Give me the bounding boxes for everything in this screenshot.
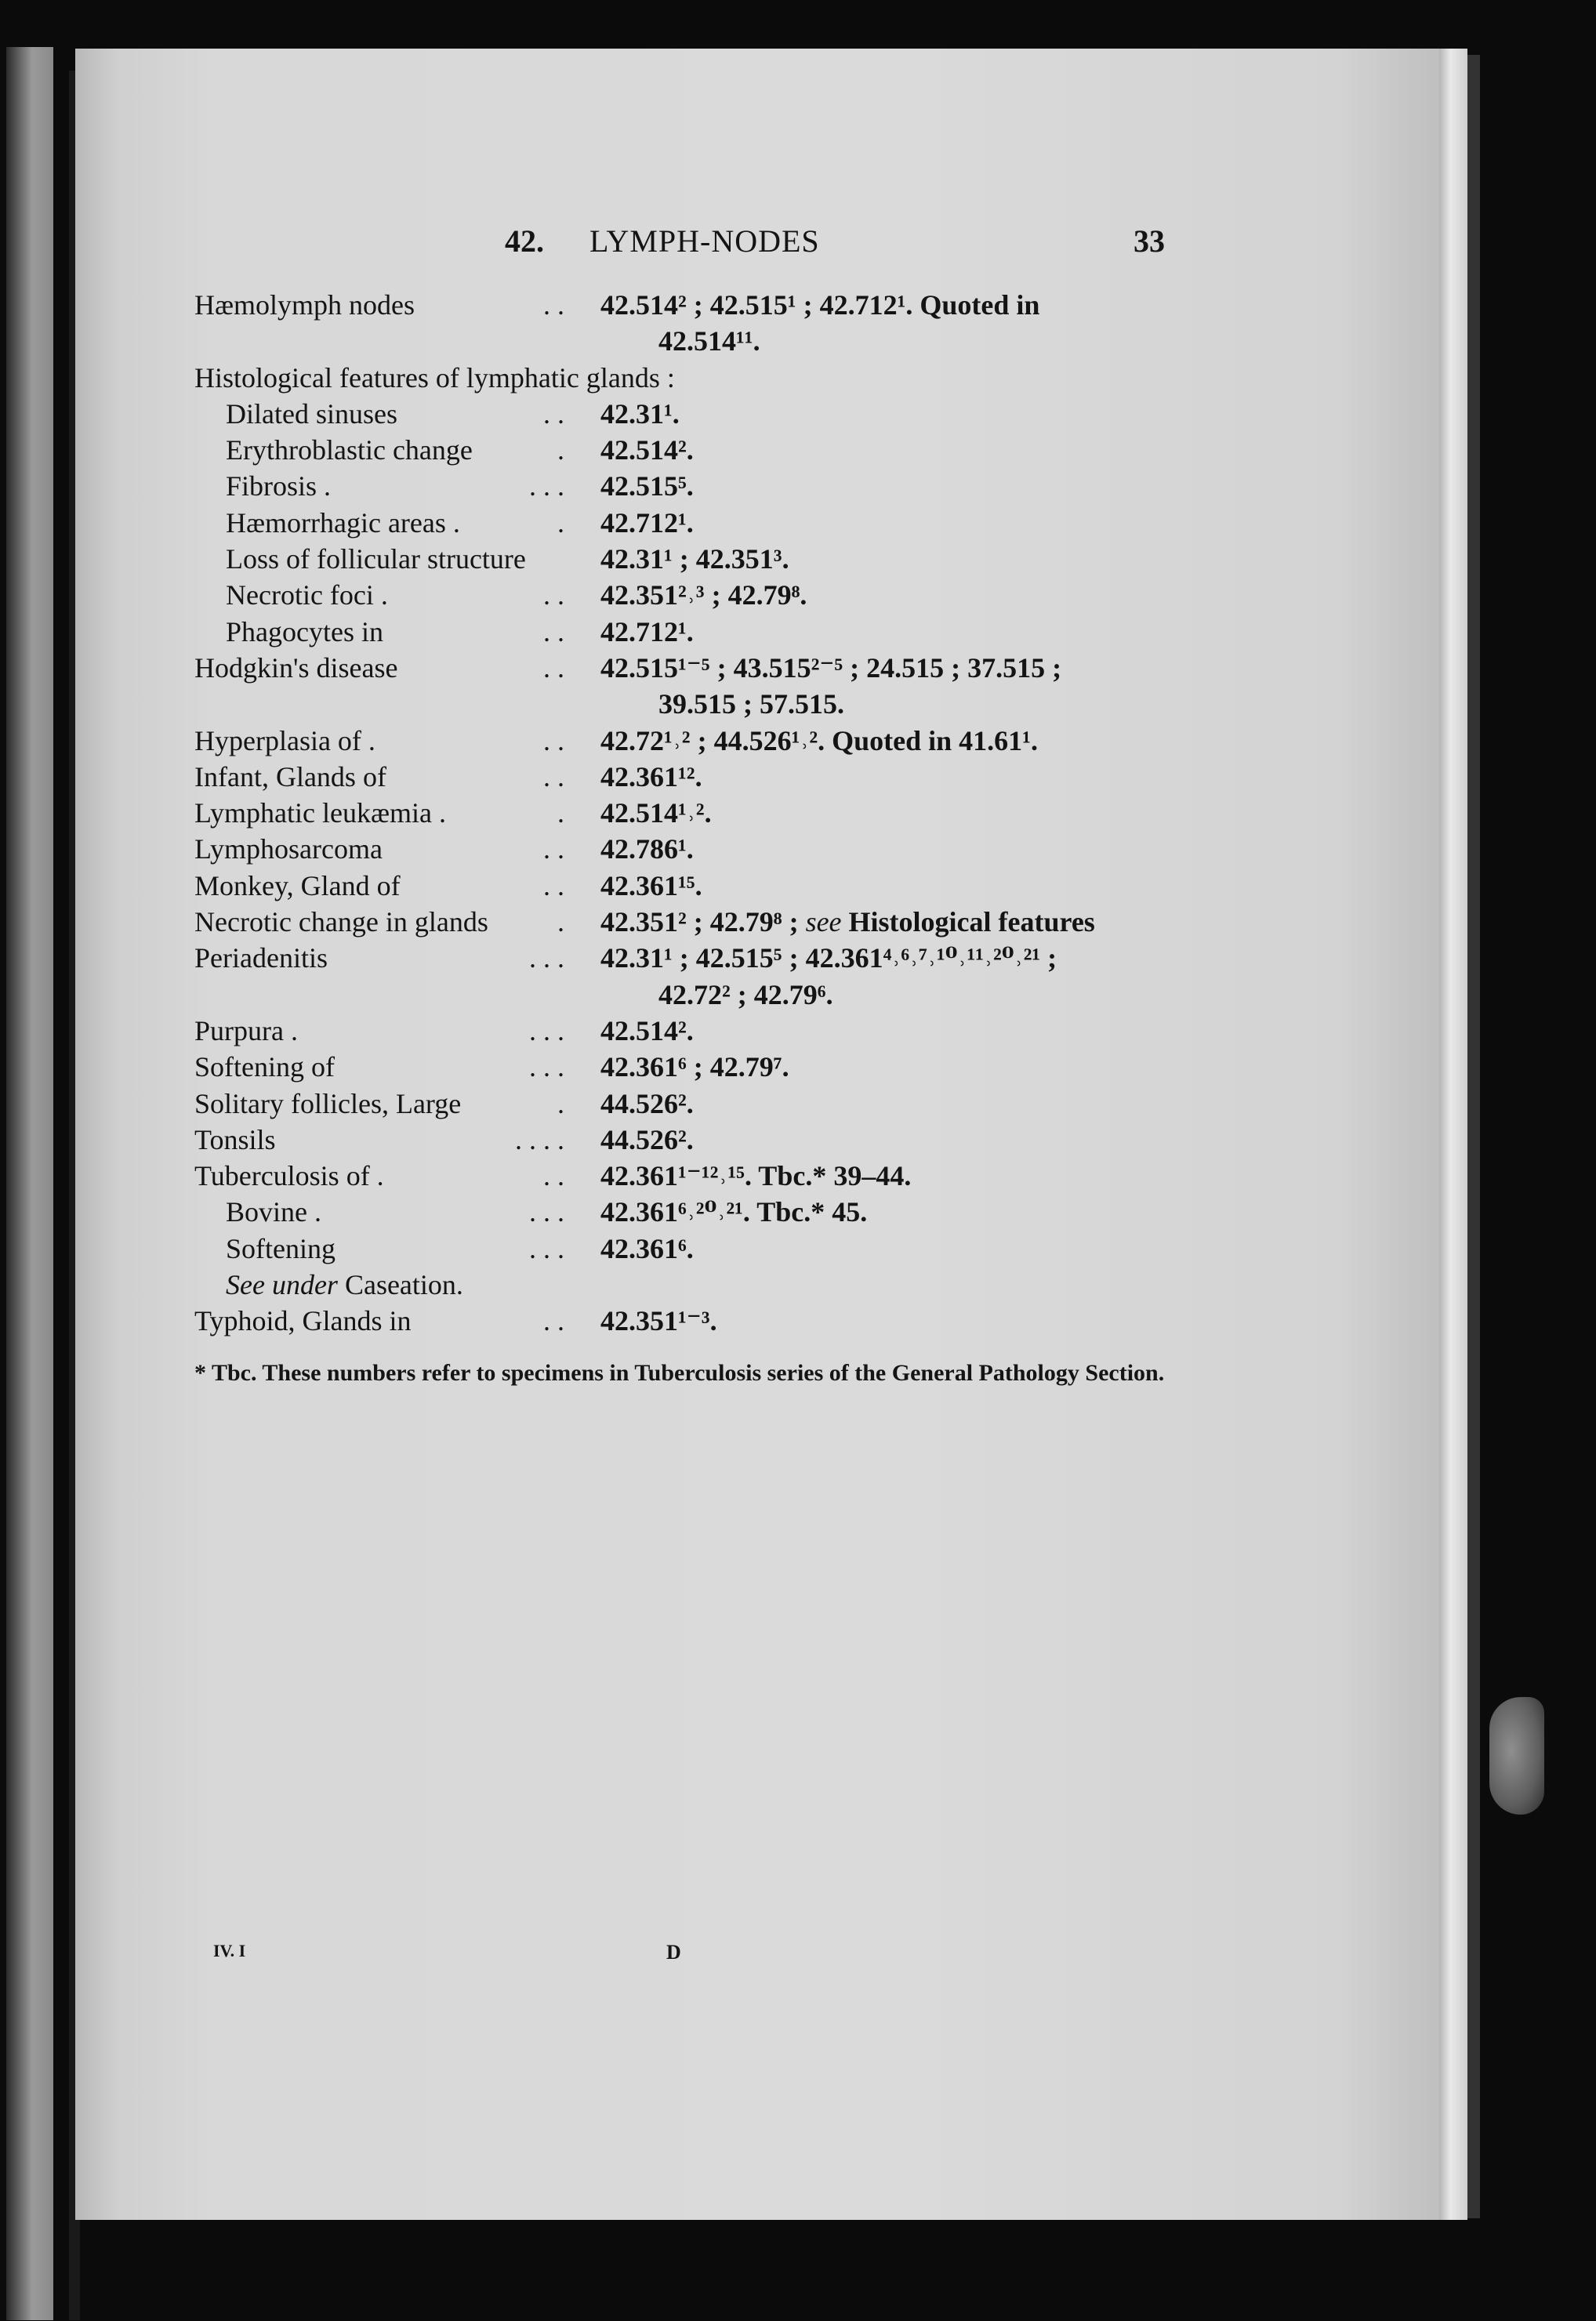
entry-refs [600, 1013, 1166, 1049]
entry-refs-text: 42.361¹⁻¹²˒¹⁵. Tbc.* 39–44. [600, 1160, 912, 1192]
entry-term-text: Erythroblastic change [226, 434, 473, 466]
entry-term-text: Softening [226, 1232, 336, 1264]
entry-term [194, 577, 600, 613]
entry-continuation [194, 977, 1166, 1013]
entry-refs [600, 904, 1166, 940]
leader-dots: . [557, 1087, 564, 1119]
entry-refs-text: 42.361⁶˒²⁰˒²¹. Tbc.* 45. [600, 1196, 868, 1228]
entry-refs-text: 42.72¹˒² ; 44.526¹˒². Quoted in 41.61¹. [600, 724, 1038, 756]
entry-refs-text: 44.526². [600, 1087, 694, 1119]
thumb-shadow [1489, 1697, 1544, 1815]
entry-term-text: Monkey, Gland of [194, 869, 401, 901]
index-entry [194, 1122, 1166, 1158]
index-entries [194, 287, 1166, 1340]
entry-refs [600, 287, 1166, 323]
entry-term [194, 1231, 600, 1267]
entry-term-text: Tonsils [194, 1123, 276, 1155]
leader-dots: . . [543, 869, 564, 901]
entry-refs [600, 541, 1166, 577]
entry-term-text: Hæmorrhagic areas . [226, 506, 460, 539]
adjacent-page-edge [6, 47, 53, 2320]
book-cover-edge [1467, 55, 1480, 2218]
index-entry [194, 1231, 1166, 1267]
entry-refs-text: 42.712¹. [600, 506, 694, 539]
entry-term-text: Lymphatic leukæmia . [194, 797, 446, 829]
entry-refs [600, 723, 1166, 759]
leader-dots: . . . . [515, 1123, 564, 1155]
index-entry [194, 795, 1166, 831]
entry-refs [600, 1158, 1166, 1194]
entry-term-text: Solitary follicles, Large [194, 1087, 462, 1119]
entry-term [194, 1303, 600, 1339]
leader-dots: . . [543, 1305, 564, 1337]
page-right-edge [1439, 49, 1467, 2220]
index-entry [194, 468, 1166, 504]
entry-refs-text: 44.526². [600, 1123, 694, 1155]
index-entry [194, 650, 1166, 686]
section-number: 42. [505, 223, 544, 259]
entry-refs [600, 1086, 1166, 1122]
entry-refs-text: 42.361¹⁵. [600, 869, 702, 901]
leader-dots: . . [543, 724, 564, 756]
entry-refs [600, 940, 1166, 976]
entry-term-text: Periadenitis [194, 942, 328, 974]
continuation-refs: 42.72² ; 42.79⁶. [658, 978, 833, 1010]
leader-dots: . . . [529, 1051, 564, 1083]
footnote: * Tbc. These numbers refer to specimens in Tuberculosis series of the General Pathology Section. [194, 1360, 1165, 1386]
index-entry [194, 541, 1166, 577]
entry-refs-text: 42.514². [600, 1014, 694, 1046]
entry-refs-text: 42.31¹ ; 42.515⁵ ; 42.361⁴˒⁶˒⁷˒¹⁰˒¹¹˒²⁰˒²¹ ; [600, 942, 1057, 974]
index-entry [194, 432, 1166, 468]
index-entry [194, 287, 1166, 323]
entry-refs [600, 1303, 1166, 1339]
entry-refs-text: 42.361⁶ ; 42.79⁷. [600, 1051, 789, 1083]
entry-refs [600, 505, 1166, 541]
leader-dots: . [557, 434, 564, 466]
index-entry [194, 831, 1166, 867]
entry-term-text: Lymphosarcoma [194, 833, 383, 865]
entry-refs-text: 42.31¹ ; 42.351³. [600, 543, 789, 575]
entry-refs [600, 468, 1166, 504]
entry-term [194, 1194, 600, 1230]
entry-refs-text: 42.514¹˒². [600, 797, 712, 829]
leader-dots: . [557, 906, 564, 938]
leader-dots: . . [543, 289, 564, 321]
leader-dots: . . [543, 760, 564, 792]
entry-refs [600, 1049, 1166, 1085]
entry-term [194, 940, 600, 976]
entry-term [194, 759, 600, 795]
leader-dots: . [557, 797, 564, 829]
index-entry [194, 614, 1166, 650]
entry-refs-text: 42.361⁶. [600, 1232, 694, 1264]
leader-dots: . . [543, 1160, 564, 1192]
see-label: see [805, 906, 842, 938]
index-entry [194, 1049, 1166, 1085]
entry-refs [600, 868, 1166, 904]
index-entry [194, 723, 1166, 759]
index-entry [194, 505, 1166, 541]
entry-refs [600, 396, 1166, 432]
entry-refs-text: 42.361¹². [600, 760, 702, 792]
entry-refs [600, 1194, 1166, 1230]
leader-dots: . [557, 506, 564, 539]
entry-term [194, 396, 600, 432]
index-entry [194, 904, 1166, 940]
entry-term-text: Hyperplasia of . [194, 724, 375, 756]
entry-refs-text: 42.514² ; 42.515¹ ; 42.712¹. Quoted in [600, 289, 1040, 321]
entry-term [194, 432, 600, 468]
signature-letter: D [666, 1941, 681, 1964]
entry-term-text: Dilated sinuses [226, 397, 397, 430]
index-entry [194, 577, 1166, 613]
entry-refs [600, 795, 1166, 831]
entry-refs-text: 42.351² ; 42.79⁸ ; [600, 906, 799, 938]
entry-refs [600, 432, 1166, 468]
leader-dots: . . . [529, 942, 564, 974]
index-entry [194, 759, 1166, 795]
leader-dots: . . [543, 833, 564, 865]
page-title: LYMPH-NODES [589, 223, 820, 259]
entry-term-text: Necrotic foci . [226, 579, 388, 611]
leader-dots: . . . [529, 1196, 564, 1228]
entry-term-text: Phagocytes in [226, 615, 383, 647]
entry-term-text: Fibrosis . [226, 470, 332, 502]
entry-term [194, 287, 600, 323]
leader-dots: . . . [529, 470, 564, 502]
entry-term [194, 1013, 600, 1049]
entry-term-text: Loss of follicular structure [226, 543, 526, 575]
leader-dots: . . [543, 651, 564, 684]
index-entry [194, 1158, 1166, 1194]
see-under-line [194, 1267, 1166, 1303]
index-entry [194, 1194, 1166, 1230]
leader-dots: . . . [529, 1014, 564, 1046]
entry-term [194, 1158, 600, 1194]
entry-term-text: Necrotic change in glands [194, 906, 488, 938]
entry-refs [600, 650, 1166, 686]
leader-dots: . . . [529, 1232, 564, 1264]
entry-term-text: Hæmolymph nodes [194, 289, 415, 321]
entry-term [194, 1122, 600, 1158]
entry-term [194, 868, 600, 904]
entry-refs-text: 42.712¹. [600, 615, 694, 647]
entry-term-text: Softening of [194, 1051, 335, 1083]
entry-refs-text: 42.515¹⁻⁵ ; 43.515²⁻⁵ ; 24.515 ; 37.515 ; [600, 651, 1062, 684]
entry-refs [600, 614, 1166, 650]
leader-dots: . . [543, 579, 564, 611]
entry-term [194, 541, 600, 577]
entry-term [194, 904, 600, 940]
entry-term-text: Purpura . [194, 1014, 298, 1046]
entry-refs-text: 42.31¹. [600, 397, 680, 430]
index-entry [194, 1013, 1166, 1049]
index-subheading: Histological features of lymphatic glands : [194, 361, 675, 393]
entry-refs-text: 42.351²˒³ ; 42.79⁸. [600, 579, 807, 611]
entry-continuation [194, 686, 1166, 722]
entry-term-text: Hodgkin's disease [194, 651, 398, 684]
continuation-indent [194, 977, 600, 1013]
entry-term [194, 831, 600, 867]
see-under-label: See under [226, 1269, 338, 1301]
entry-term-text: Tuberculosis of . [194, 1160, 384, 1192]
leader-dots: . . [543, 397, 564, 430]
entry-refs-text: 42.351¹⁻³. [600, 1305, 717, 1337]
entry-term [194, 795, 600, 831]
entry-term [194, 468, 600, 504]
entry-refs [600, 1122, 1166, 1158]
index-entry [194, 396, 1166, 432]
index-entry [194, 1086, 1166, 1122]
page-number: 33 [1134, 223, 1165, 259]
index-entry [194, 868, 1166, 904]
entry-term [194, 650, 600, 686]
entry-refs [600, 831, 1166, 867]
entry-term [194, 1086, 600, 1122]
entry-term-text: Bovine . [226, 1196, 321, 1228]
see-under-target: Caseation. [344, 1269, 463, 1301]
entry-term-text: Typhoid, Glands in [194, 1305, 412, 1337]
entry-term [194, 723, 600, 759]
index-entry [194, 940, 1166, 976]
signature-mark: IV. I [213, 1941, 246, 1960]
continuation-indent [194, 686, 600, 722]
continuation-indent [194, 323, 600, 359]
entry-term [194, 505, 600, 541]
entry-term [194, 1049, 600, 1085]
leader-dots: . . [543, 615, 564, 647]
entry-refs-text: 42.786¹. [600, 833, 694, 865]
entry-refs-text: 42.514². [600, 434, 694, 466]
entry-term [194, 614, 600, 650]
index-entry [194, 1303, 1166, 1339]
entry-term-text: Infant, Glands of [194, 760, 386, 792]
entry-refs-text: 42.515⁵. [600, 470, 694, 502]
entry-refs [600, 759, 1166, 795]
entry-refs [600, 1231, 1166, 1267]
running-header [193, 223, 1165, 262]
continuation-refs: 39.515 ; 57.515. [658, 688, 844, 720]
continuation-refs: 42.514¹¹. [658, 325, 760, 357]
see-target: Histological features [848, 906, 1095, 938]
entry-refs [600, 577, 1166, 613]
entry-continuation [194, 323, 1166, 359]
